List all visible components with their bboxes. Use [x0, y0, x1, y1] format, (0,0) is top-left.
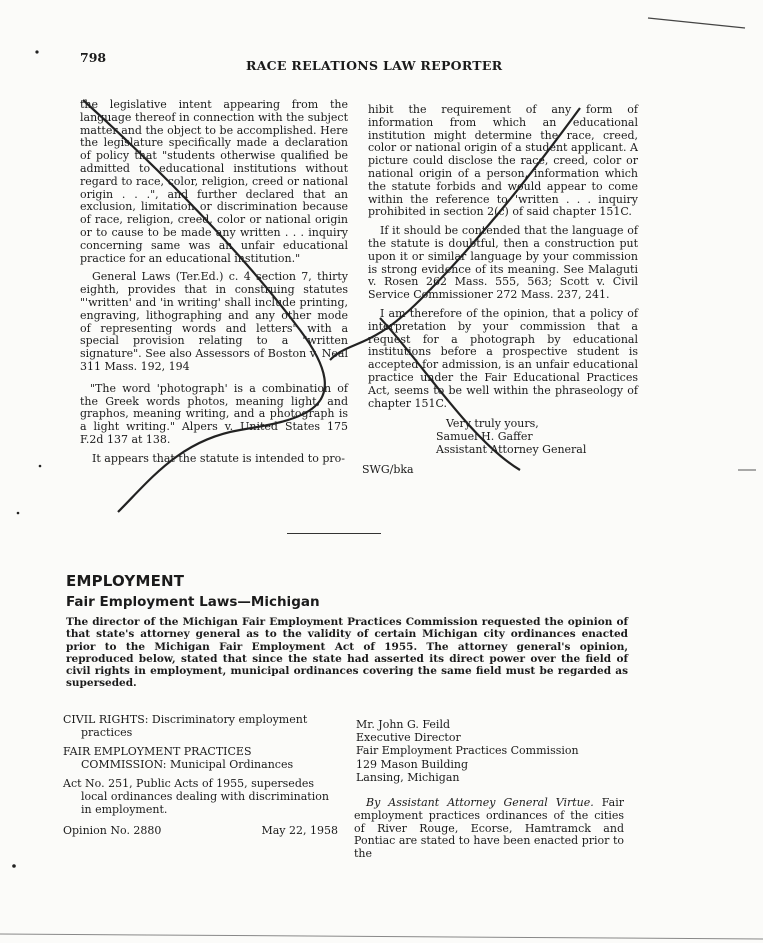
section-subheading: Fair Employment Laws—Michigan [66, 594, 320, 610]
section-heading: EMPLOYMENT [66, 572, 185, 590]
signatory-name: Samuel H. Gaffer [436, 429, 533, 443]
headnote: The director of the Michigan Fair Employment Practices Commission requested the opinion of that state's attorney general as to the validity of certain Michigan city ordinances enacted prior to the Michigan Fair Employment Act of 1955. The attorney general's opinion, reproduced below, stated that since the state had asserted its direct power over the field of civil rights in employment, municipal ordinances covering the same field must be regarded as superseded. [66, 616, 628, 690]
addressee-line: Executive Director [356, 731, 461, 745]
opinion-byline: By Assistant Attorney General Virtue. [366, 796, 594, 809]
scan-speck [17, 512, 20, 515]
left-paragraph-4: It appears that the statute is intended to pro- [92, 451, 345, 465]
addressee-line: Fair Employment Practices Commission [356, 744, 579, 758]
right-paragraph-2: If it should be contended that the language of the statute is doubtful, then a construction put upon it or similar language by your commission is strong evidence of its meaning. See Malaguti v. Rosen 262 Mass. 555, 563; Scott v. Civil Service Commissioner 272 Mass. 237, 241. [368, 224, 638, 302]
left-paragraph-2: General Laws (Ter.Ed.) c. 4 section 7, thirty eighth, provides that in construing statutes "'written' and 'in writing' shall include printing, engraving, lithographing and any other mode of representing words and letters" with a special provision relating to a "written signature". See also Assessors of Boston v. Neal 311 Mass. 192, 194 [80, 270, 348, 373]
right-paragraph-3: I am therefore of the opinion, that a policy of interpretation by your commission that a request for a photograph by educational institutions before a prospective student is accepted for admission, is an unfair educational practice under the Fair Educational Practices Act, seems to be well within the phraseology of chapter 151C. [368, 306, 638, 410]
addressee-line: 129 Mason Building [356, 757, 469, 771]
signatory-title: Assistant Attorney General [436, 442, 587, 456]
scan-speck [35, 50, 38, 53]
salutation: Very truly yours, [446, 417, 539, 430]
syllabus-entry: CIVIL RIGHTS: Discriminatory employment practices [63, 713, 308, 739]
scan-edge-line-top [648, 18, 745, 28]
opinion-text: Fair employment practices ordinances of the cities of River Rouge, Ecorse, Hamtramck and Pontiac are stated to have been enacted prior to the [354, 796, 624, 861]
strike-through-stroke-right [330, 108, 580, 470]
addressee-line: Lansing, Michigan [356, 770, 460, 784]
strike-through-stroke-left [83, 100, 325, 512]
scan-edge-line-bottom [0, 934, 763, 939]
scan-speck [12, 864, 16, 868]
right-paragraph-1: hibit the requirement of any form of information from which an educational institution might determine the race, creed, color or national origin of a student applicant. A picture could disclose the race, creed, color or national origin of a person, information which the statute forbids and would appear to come within the reference to 'written . . . inquiry prohibited in section 2(c) of said chapter 151C. [368, 103, 638, 219]
opinion-date: May 22, 1958 [261, 824, 338, 837]
addressee-line: Mr. John G. Feild [356, 718, 451, 731]
syllabus-entry: FAIR EMPLOYMENT PRACTICES COMMISSION: Municipal Ordinances [63, 745, 294, 771]
syllabus-entry: Act No. 251, Public Acts of 1955, supersedes local ordinances dealing with discrimination in employment. [63, 777, 329, 816]
photograph-quote: "The word 'photograph' is a combination of the Greek words photos, meaning light, and graphos, meaning writing, and a photograph is a light writing." Alpers v. United States 175 F.2d 137 at 138. [80, 381, 348, 446]
typist-initials: SWG/bka [362, 463, 414, 476]
scan-speck [39, 465, 42, 468]
left-paragraph-1: the legislative intent appearing from the language thereof in connection with the subject matter and the object to be accomplished. Here the legislature specifically made a declaration of policy that "students otherwise qualified be admitted to educational institutions without regard to race, color, religion, creed or national origin . . .", and further declared that an exclusion, limitation or discrimination because of race, religion, creed, color or national origin or to cause to be made any written . . . inquiry concerning same was an unfair educational practice for an educational institution." [80, 98, 348, 265]
page-number: 798 [80, 50, 107, 65]
running-head: RACE RELATIONS LAW REPORTER [246, 58, 503, 73]
opinion-number: Opinion No. 2880 [63, 824, 162, 837]
